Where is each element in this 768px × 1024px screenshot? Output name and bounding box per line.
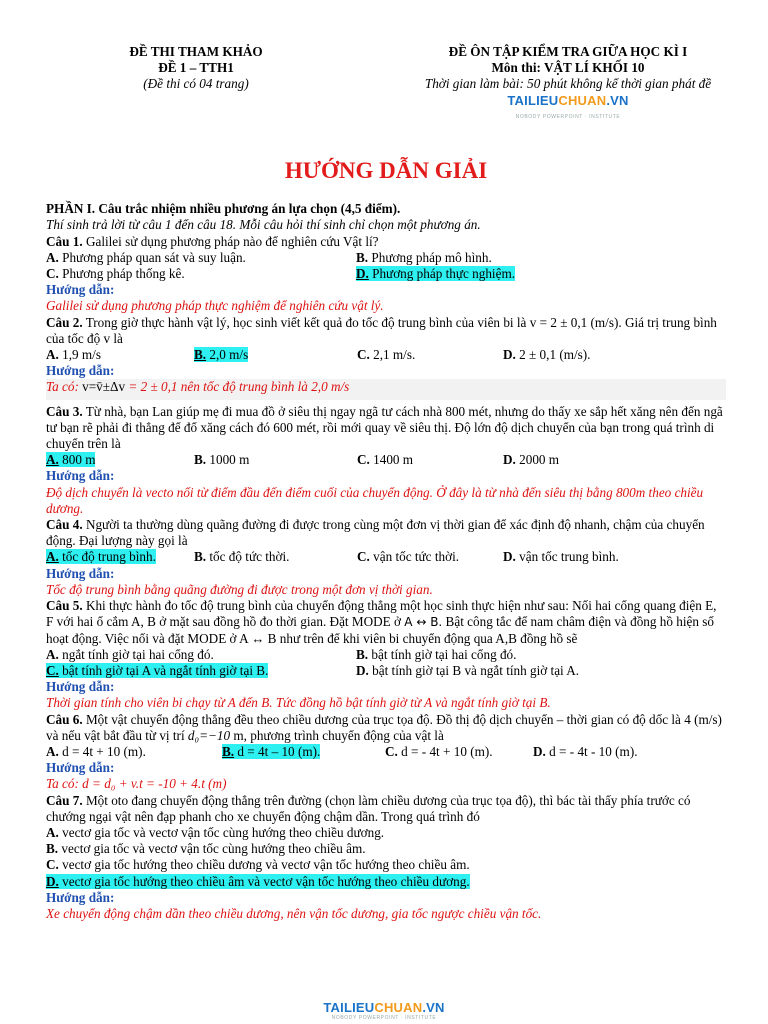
guide-text: Tốc độ trung bình bằng quãng đường đi được trong một đơn vị thời gian.	[46, 581, 433, 597]
option-b: B. tốc độ tức thời.	[194, 549, 290, 565]
question-number: Câu 2.	[46, 314, 83, 330]
question-number: Câu 3.	[46, 403, 83, 419]
time-limit: Thời gian làm bài: 50 phút không kể thời gian phát đề	[424, 76, 712, 92]
guide-label: Hướng dẫn:	[46, 679, 115, 695]
guide-label: Hướng dẫn:	[46, 889, 115, 905]
guide-label: Hướng dẫn:	[46, 760, 115, 776]
site-logo: TAILIEUCHUAN.VN	[507, 92, 629, 108]
option-d: D. bật tính giờ tại B và ngắt tính giờ tại A.	[356, 662, 580, 678]
question-number: Câu 1.	[46, 233, 83, 249]
question-3	[46, 404, 726, 517]
option-c-correct: C. bật tính giờ tại A và ngắt tính giờ tại B.	[46, 662, 269, 678]
option-b: B. Phương pháp mô hình.	[356, 249, 492, 265]
option-c: C. 2,1 m/s.	[357, 347, 416, 363]
option-a: A. ngắt tính giờ tại hai cổng đó.	[46, 646, 214, 662]
exam-name: ĐỀ ÔN TẬP KIỂM TRA GIỮA HỌC KÌ I	[448, 44, 688, 59]
option-d-correct: D. Phương pháp thực nghiệm.	[356, 266, 515, 282]
page-count-note: (Đề thi có 04 trang)	[143, 76, 249, 92]
guide-label: Hướng dẫn:	[46, 363, 115, 379]
question-5: Câu 5. Khi thực hành đo tốc độ trung bình của chuyển động thẳng một học sinh thực hiện như sau: Nối hai cổng quang điện E, F với hai ổ cắm A, B ở mặt sau đồng hồ đo thời gian. Đặt MODE ở A ↔ B. Bật công tắc để nam châm điện và đồng hồ hiện số hoạt động. Việc nối và đặt MODE ở A ↔ B như trên để khi viên bi chuyển động qua A,B đồng hồ sẽ A. ngắt tính giờ tại hai cổng đó. B. bật tính giờ tại hai cổng đó. C. bật tính giờ tại A và ngắt tính giờ tại B. D. bật tính giờ tại B và ngắt tính giờ tại A. Hướng dẫn: Thời gian tính cho viên bi chạy từ A đến B. Tức đồng hồ bật tính giờ từ A và ngắt tính giờ tại B.	[46, 598, 726, 711]
header	[46, 44, 726, 125]
document-page	[46, 44, 726, 922]
exam-type: ĐỀ THI THAM KHẢO	[129, 44, 263, 59]
guide-label: Hướng dẫn:	[46, 282, 115, 298]
question-text: Một vật chuyển động thẳng đều theo chiều dương của trục tọa độ. Đồ thị độ dịch chuyển – thời gian có độ dốc là 4 (m/s) và nếu vật bắt đầu từ vị trí	[46, 711, 722, 743]
question-text: Galilei sử dụng phương pháp nào để nghiên cứu Vật lí?	[82, 233, 379, 249]
question-number: Câu 7.	[46, 792, 83, 808]
question-6: Câu 6. Một vật chuyển động thẳng đều theo chiều dương của trục tọa độ. Đồ thị độ dịch chuyển – thời gian có độ dốc là 4 (m/s) và nếu vật bắt đầu từ vị trí d₀=−10 m, phương trình chuyển động của vật là A. d = 4t + 10 (m). B. d = 4t – 10 (m). C. d = - 4t + 10 (m). D. d = - 4t - 10 (m). Hướng dẫn: Ta có: d = d₀ + v.t = -10 + 4.t (m)	[46, 712, 726, 793]
option-b-correct: B. 2,0 m/s	[194, 347, 249, 363]
option-b: B. bật tính giờ tại hai cổng đó.	[356, 646, 517, 662]
question-text: Trong giờ thực hành vật lý, học sinh viết kết quả đo tốc độ trung bình của viên bi là v = 2 ± 0,1 (m/s). Giá trị trung bình của tốc độ v là	[46, 314, 717, 346]
option-a: A. vectơ gia tốc và vectơ vận tốc cùng hướng theo chiều dương.	[46, 824, 385, 840]
option-a: A. 1,9 m/s	[46, 347, 101, 363]
option-b-correct: B. d = 4t – 10 (m).	[222, 743, 321, 759]
footer-logo: TAILIEUCHUAN.VN NOBODY POWERPOINT · INSTITUTE	[0, 1000, 768, 1021]
guide-label: Hướng dẫn:	[46, 565, 115, 581]
guide-text: Thời gian tính cho viên bi chạy từ A đến B. Tức đồng hồ bật tính giờ từ A và ngắt tính giờ tại B.	[46, 695, 551, 711]
question-text: Khi thực hành đo tốc độ trung bình của chuyển động thẳng một học sinh thực hiện như sau: Nối hai cổng quang điện E, F với hai ổ cắm A, B ở mặt sau đồng hồ đo thời gian. Đặt MODE ở	[46, 598, 717, 630]
option-c: C. Phương pháp thống kê.	[46, 266, 185, 282]
guide-formula: v=v̄±Δv	[82, 379, 126, 395]
option-d: D. 2 ± 0,1 (m/s).	[503, 347, 591, 363]
page-title: HƯỚNG DẪN GIẢI	[284, 158, 488, 184]
option-c: C. vectơ gia tốc hướng theo chiều dương và vectơ vận tốc hướng theo chiều âm.	[46, 857, 470, 873]
option-c: C. 1400 m	[357, 452, 414, 468]
question-1	[46, 234, 726, 315]
initial-position: d₀=−10	[187, 727, 231, 743]
question-text: Một oto đang chuyển động thẳng trên đường (chọn làm chiều dương của trục tọa độ), thì bác tài thấy phía trước có chướng ngại vật nên đạp phanh cho xe chuyển động chậm dần. Trong quá trình đó	[46, 792, 691, 824]
question-7	[46, 793, 726, 923]
option-d: D. 2000 m	[503, 452, 560, 468]
footer-tagline: NOBODY POWERPOINT · INSTITUTE	[331, 1015, 437, 1021]
logo-tagline: NOBODY POWERPOINT · INSTITUTE	[515, 113, 621, 120]
guide-label: Hướng dẫn:	[46, 468, 115, 484]
question-number: Câu 5.	[46, 598, 83, 614]
question-4	[46, 517, 726, 598]
option-a-correct: A. tốc độ trung bình.	[46, 549, 156, 565]
guide-text: Ta có: v=v̄±Δv = 2 ± 0,1 nên tốc độ trung bình là 2,0 m/s	[46, 379, 726, 399]
guide-text: Xe chuyển động chậm dần theo chiều dương, nên vận tốc dương, gia tốc ngược chiều vận tốc.	[46, 905, 542, 921]
question-number: Câu 6.	[46, 711, 83, 727]
subject: Môn thi: VẬT LÍ KHỐI 10	[491, 60, 645, 76]
guide-text: Độ dịch chuyển là vecto nối từ điểm đầu đến điểm cuối của chuyển động. Ở đây là từ nhà đến siêu thị bằng 800m theo chiều dương.	[46, 484, 704, 516]
option-c: C. vận tốc tức thời.	[357, 549, 460, 565]
option-b: B. vectơ gia tốc và vectơ vận tốc cùng hướng theo chiều âm.	[46, 841, 366, 857]
option-b: B. 1000 m	[194, 452, 250, 468]
option-a: A. Phương pháp quan sát và suy luận.	[46, 249, 246, 265]
header-left	[46, 44, 346, 125]
question-text: Từ nhà, bạn Lan giúp mẹ đi mua đồ ở siêu thị ngay ngã tư cách nhà 800 mét, nhưng do thấy xe sắp hết xăng nên đến ngã tư bạn rẽ phải đi thẳng để đổ xăng cách đó 600 mét, rồi mới quay về siêu thị. Độ lớn độ dịch chuyển của bạn trong quá trình di chuyển trên là	[46, 403, 723, 452]
option-a-correct: A. 800 m	[46, 452, 96, 468]
question-number: Câu 4.	[46, 517, 83, 533]
option-c: C. d = - 4t + 10 (m).	[385, 743, 493, 759]
guide-text: Ta có: d = d₀ + v.t = -10 + 4.t (m)	[46, 776, 227, 792]
question-text: Người ta thường dùng quãng đường đi được trong cùng một đơn vị thời gian để xác định độ nhanh, chậm của chuyển động. Đại lượng này gọi là	[46, 517, 705, 549]
section-instruction: Thí sinh trả lời từ câu 1 đến câu 18. Mỗi câu hỏi thí sinh chỉ chọn một phương án.	[46, 217, 481, 233]
option-d-correct: D. vectơ gia tốc hướng theo chiều âm và vectơ vận tốc hướng theo chiều dương.	[46, 873, 470, 889]
mode-symbol: A ↔ B.	[404, 615, 443, 630]
header-right	[388, 44, 748, 125]
question-2	[46, 315, 726, 400]
section-heading: PHẦN I. Câu trắc nhiệm nhiều phương án lựa chọn (4,5 điểm).	[46, 201, 401, 217]
option-d: D. vận tốc trung bình.	[503, 549, 619, 565]
guide-text: Galilei sử dụng phương pháp thực nghiệm để nghiên cứu vật lý.	[46, 298, 384, 314]
exam-code: ĐỀ 1 – TTH1	[158, 60, 234, 76]
option-d: D. d = - 4t - 10 (m).	[533, 743, 638, 759]
option-a: A. d = 4t + 10 (m).	[46, 743, 146, 759]
